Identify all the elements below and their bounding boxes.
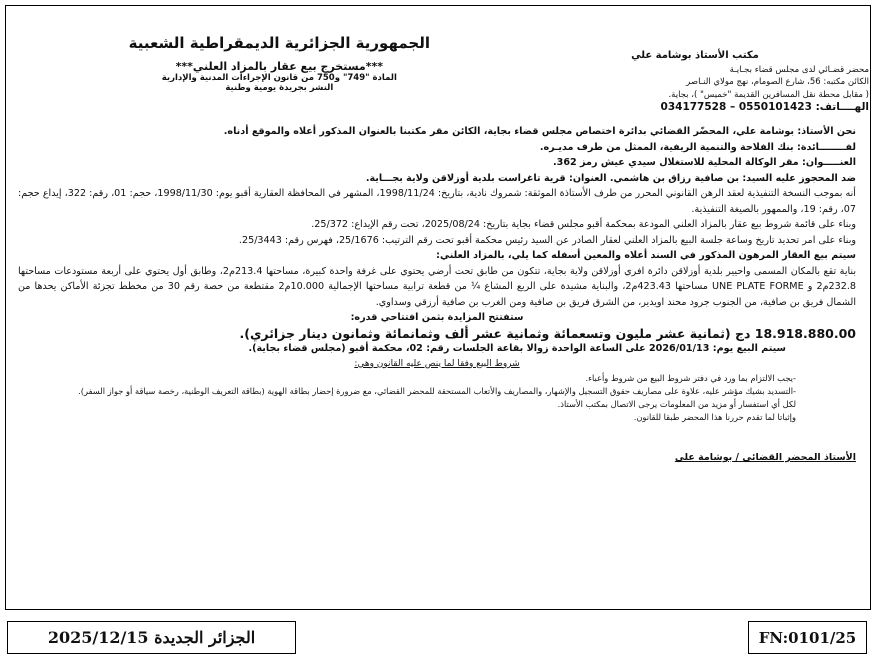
ad-title: ***مستخرج بيع عقار بالمزاد العلني*** bbox=[175, 60, 383, 73]
beneficiary-line: لفــــــــائدة: بنك الفلاحة والتنمية الريفية، الممثل من طرف مديـره. bbox=[539, 141, 856, 153]
document-body bbox=[18, 124, 856, 466]
legal-reference: المادة "749" و750 من قانون الإجراءات المدنية والإدارية bbox=[161, 73, 397, 83]
office-line: محضر قضـائي لدى مجلس قضاء بجـايـة bbox=[729, 65, 869, 76]
condition-item: وإثباتا لما تقدم حررنا هذا المحضر طبقا للقانون. bbox=[633, 412, 796, 422]
republic-title: الجمهورية الجزائرية الديمقراطية الشعبية bbox=[128, 34, 430, 52]
office-name: مكتب الأستاذ بوشامة علي bbox=[631, 50, 759, 61]
condition-item: -يجب الالتزام بما ورد في دفتر شروط البيع من شروط وأعباء. bbox=[585, 373, 796, 383]
address-line: العنـــــوان: مقر الوكالة المحلية للاستغلال سيدي عيش رمز 362. bbox=[553, 157, 856, 168]
signature: الأستاذ المحضر القضائي / بوشامة علي bbox=[674, 452, 856, 463]
court-order-paragraph: وبناء على امر تحديد تاريخ وساعة جلسة البيع بالمزاد العلني لعقار الصادر عن السيد رئيس محكمة أقبو تحت رقم الترتيب: 25/1676، فهرس رقم: 25/3443. bbox=[238, 234, 856, 246]
opening-price-label: ستفتتح المزايدة بثمن افتتاحي قدره: bbox=[350, 312, 524, 323]
sale-heading: سيتم بيع العقار المرهون المذكور في السند أعلاه والمعين أسفله كما يلي، بالمزاد العلني: bbox=[436, 250, 856, 261]
opening-price: 18.918.880.00 دج (ثمانية عشر مليون وتسعمائة وثمانية عشر ألف وثمانمائة وثمانون دينار جزائري). bbox=[239, 325, 856, 341]
intro-paragraph: نحن الأستاذ: بوشامة علي، المحضّر القضائي بدائرة اختصاص مجلس قضاء بجاية، الكائن مقر مكتبنا بالعنوان المذكور أعلاه والموقع أدناه. bbox=[223, 126, 856, 137]
debtor-line: ضد المحجوز عليه السيد: بن صافية رزاق بن هاشمي. العنوان: قرية تاغراست بلدية أوزلاقن ولاية بجـــاية. bbox=[365, 172, 856, 184]
newspaper-date-box: الجزائر الجديدة 2025/12/15 bbox=[7, 621, 296, 654]
condition-item: لكل أي استفسار أو مزيد من المعلومات يرجى الاتصال بمكتب الأستاذ. bbox=[557, 399, 796, 409]
office-line: الكائن مكتبه: 56، شارع الصومام، نهج مولاي النـاصر bbox=[686, 77, 869, 88]
phone-label: الهــــاتف: bbox=[815, 100, 869, 113]
reference-box: FN:0101/25 bbox=[748, 621, 867, 654]
document-frame bbox=[5, 5, 871, 610]
conditions-list-paragraph: وبناء على قائمة شروط بيع عقار بالمزاد العلني المودعة بمحكمة أقبو مجلس قضاء بجاية بتاريخ: 2025/08/24، تحت رقم الإيداع: 25/372. bbox=[311, 219, 856, 230]
conditions-title: شروط البيع وفقا لما ينص عليه القانون وهي: bbox=[354, 358, 520, 369]
office-phone bbox=[521, 101, 869, 113]
phone-number: 0550101423 – 034177528 bbox=[660, 100, 812, 113]
conditions-list bbox=[18, 372, 796, 424]
office-block bbox=[521, 50, 869, 113]
header-block bbox=[129, 34, 430, 93]
condition-item: -التسديد بشيك مؤشر عليه، علاوة على مصاريف حقوق التسجيل والإشهار، والمصاريف والأتعاب المستحقة للمحضر القضائي، مع ضرورة إحضار بطاقة الهوية (بطاقة التعريف الوطنية، رخصة سياقة أو جواز السفر). bbox=[78, 386, 796, 396]
sale-date: سيتم البيع يوم: 2026/01/13 على الساعة الواحدة زوالا بقاعة الجلسات رقم: 02، محكمة أقبو (مجلس قضاء بجاية). bbox=[248, 343, 786, 354]
mortgage-paragraph: أنه بموجب النسخة التنفيذية لعقد الرهن القانوني المحرر من طرف الأستاذة الموثقة: شمروك نادية، بتاريخ: 1998/11/24، المشهر في المحافظة العقارية أقبو يوم: 1998/11/30، حجم: 01، رقم: 322، إيداع حجم: 07، رقم: 19، والممهور بالصيغة التنفيذية. bbox=[18, 188, 856, 215]
office-line: ( مقابل محطة نقل المسافرين القديمة "خميس" )، بجاية. bbox=[668, 89, 869, 100]
property-description: بناية تقع بالمكان المسمى واحيير بلدية أوزلاقن دائرة افري أوزلاقن ولاية بجاية، تتكون من طابق تحت أرضي يحتوي على غرفة واحدة كبيرة، مساحتها 213.4م2، وطابق أول يحتوي على أربعة مستودعات مساحتها 232.8م2 و UNE PLATE FORME مساحتها 423.43م2، والبناية مشيدة على الربع المشاع ¼ من قطعة ترابية مساحتها الإجمالية 10.000م2 مقتطعة من حصة رقم 30 من مخطط تجزئة الأماكن يحدها من الشمال فريق بن صافية، من الجنوب جرود محند اويدير، من الشرق فريق بن صافية ومن الغرب بن صافية أرزقي وسداوي. bbox=[18, 265, 857, 308]
publish-note: النشر بجريدة يومية وطنية bbox=[225, 83, 334, 93]
